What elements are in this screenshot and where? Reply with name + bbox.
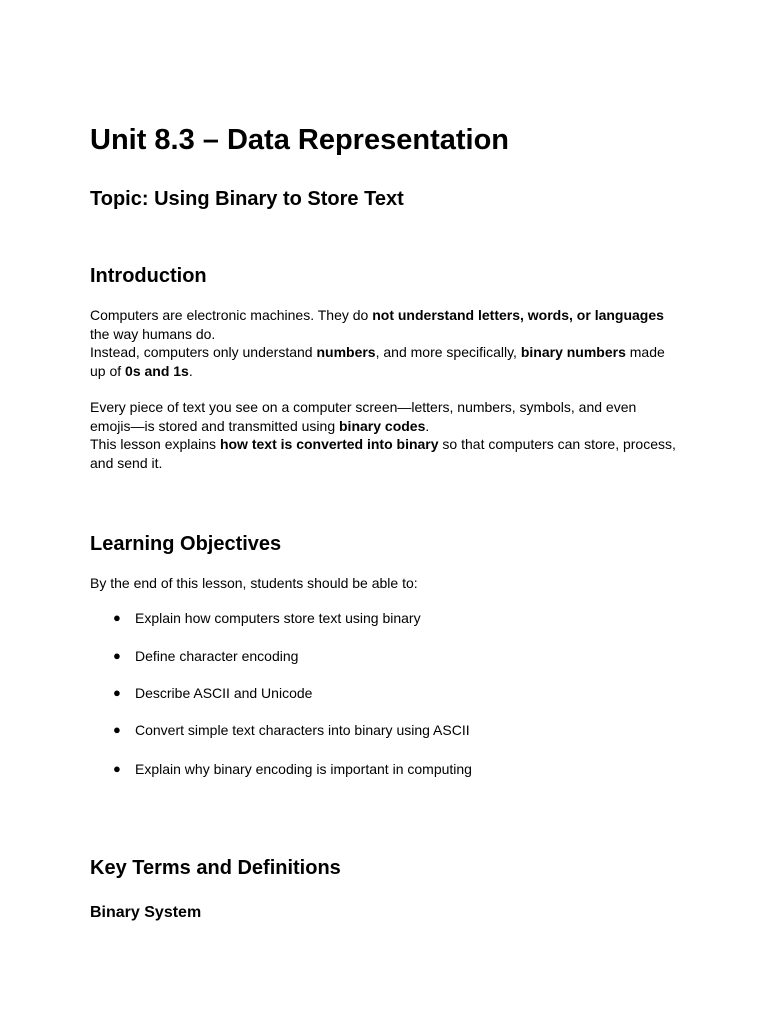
learning-objectives-heading: Learning Objectives — [90, 533, 282, 555]
introduction-heading: Introduction — [90, 265, 207, 287]
bullet-icon: ● — [113, 610, 121, 625]
term-heading-binary-system: Binary System — [90, 904, 202, 921]
bullet-icon: ● — [113, 648, 121, 663]
page-title: Unit 8.3 – Data Representation — [90, 124, 509, 156]
topic-subtitle: Topic: Using Binary to Store Text — [90, 188, 404, 210]
bullet-icon: ● — [113, 685, 121, 700]
bullet-icon: ● — [113, 722, 121, 737]
bullet-icon: ● — [113, 761, 121, 776]
introduction-paragraph-2: Every piece of text you see on a computer screen—letters, numbers, symbols, and even emojis—is stored and transmitted using binary codes. This lesson explains how text is converted into binary so that computers can store, process, and send it. — [90, 399, 676, 471]
key-terms-heading: Key Terms and Definitions — [90, 857, 341, 879]
objectives-intro: By the end of this lesson, students should be able to: — [90, 575, 418, 591]
introduction-paragraph-1: Computers are electronic machines. They do not understand letters, words, or languages the way humans do. Instead, computers only understand numbers, and more specifically, binary numbers made up of 0s and 1s. — [90, 307, 665, 379]
